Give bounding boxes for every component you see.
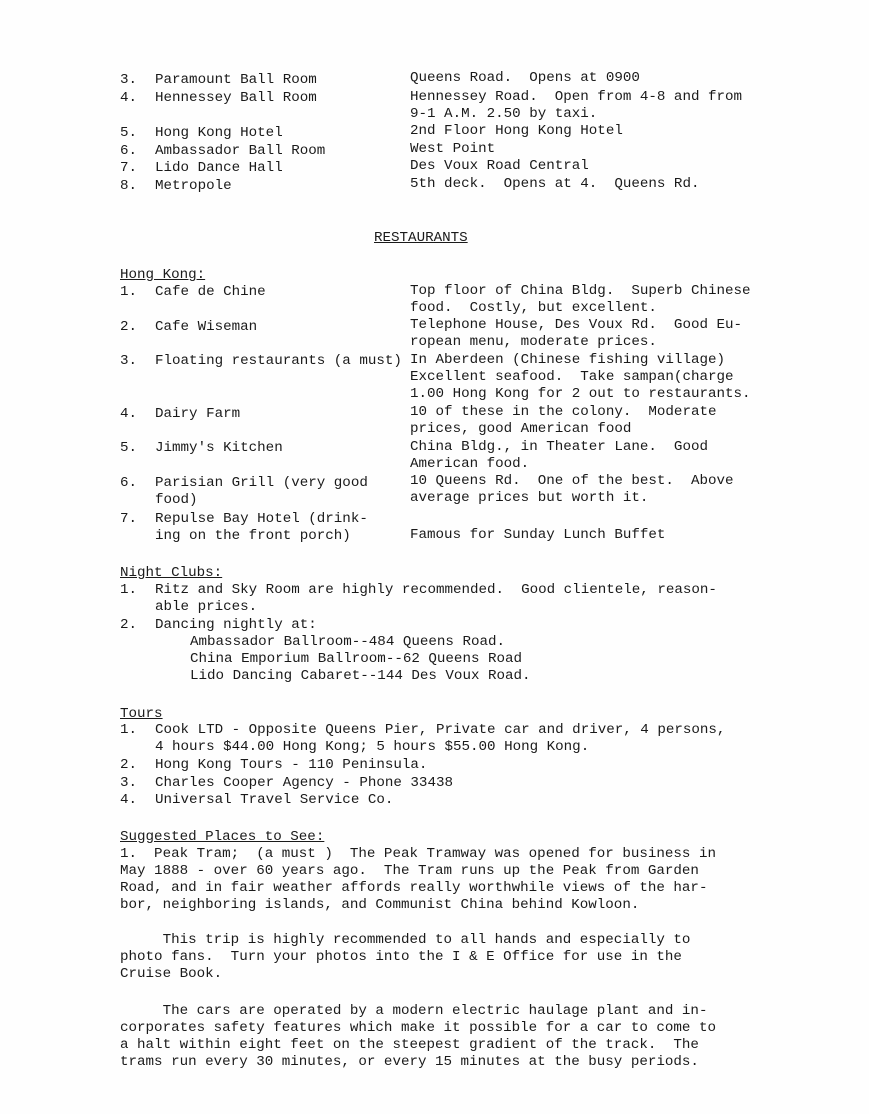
list-item-number: 8. — [120, 178, 138, 194]
list-item-info: Des Voux Road Central — [410, 158, 589, 174]
paragraph-line: photo fans. Turn your photos into the I & E Office for use in the — [120, 949, 682, 965]
dancing-venue: China Emporium Ballroom--62 Queens Road — [190, 651, 523, 667]
paragraph-line: May 1888 - over 60 years ago. The Tram runs up the Peak from Garden — [120, 863, 699, 879]
paragraph-line: This trip is highly recommended to all hands and especially to — [120, 932, 691, 948]
list-item-info: In Aberdeen (Chinese fishing village) — [410, 352, 726, 368]
list-item-number: 6. — [120, 143, 138, 159]
list-item-name: Hennessey Ball Room — [155, 90, 317, 106]
list-item-text: Ritz and Sky Room are highly recommended. Good clientele, reason- — [155, 582, 717, 598]
paragraph-line: The cars are operated by a modern electric haulage plant and in- — [120, 1003, 708, 1019]
list-item-info: China Bldg., in Theater Lane. Good — [410, 439, 708, 455]
list-item-name: Cafe de Chine — [155, 284, 266, 300]
list-item-name: Paramount Ball Room — [155, 72, 317, 88]
list-item-text: Hong Kong Tours - 110 Peninsula. — [155, 757, 428, 773]
list-item-name: Cafe Wiseman — [155, 319, 258, 335]
list-item-name: Parisian Grill (very good — [155, 475, 368, 491]
list-item-text: Dancing nightly at: — [155, 617, 317, 633]
subheading-hong-kong: Hong Kong: — [120, 267, 206, 283]
list-item-number: 6. — [120, 475, 138, 491]
list-item-name: Metropole — [155, 178, 232, 194]
list-item-number: 3. — [120, 775, 138, 791]
list-item-number: 2. — [120, 757, 138, 773]
list-item-name: food) — [155, 492, 198, 508]
list-item-number: 1. — [120, 582, 138, 598]
list-item-number: 3. — [120, 353, 138, 369]
list-item-number: 1. — [120, 284, 138, 300]
list-item-text: able prices. — [155, 599, 258, 615]
list-item-info: Top floor of China Bldg. Superb Chinese — [410, 283, 751, 299]
subheading-tours: Tours — [120, 706, 163, 722]
list-item-number: 5. — [120, 125, 138, 141]
list-item-info: 10 Queens Rd. One of the best. Above — [410, 473, 734, 489]
list-item-info: 1.00 Hong Kong for 2 out to restaurants. — [410, 386, 751, 402]
list-item-name: Jimmy's Kitchen — [155, 440, 283, 456]
list-item-number: 2. — [120, 319, 138, 335]
list-item-name: Ambassador Ball Room — [155, 143, 326, 159]
list-item-info: food. Costly, but excellent. — [410, 300, 657, 316]
subheading-suggested-places: Suggested Places to See: — [120, 829, 325, 845]
paragraph-line: Road, and in fair weather affords really worthwhile views of the har- — [120, 880, 708, 896]
list-item-info: West Point — [410, 141, 496, 157]
paragraph-line: 1. Peak Tram; (a must ) The Peak Tramway was opened for business in — [120, 846, 716, 862]
list-item-info: 2nd Floor Hong Kong Hotel — [410, 123, 623, 139]
section-title-restaurants: RESTAURANTS — [374, 230, 468, 246]
subheading-night-clubs: Night Clubs: — [120, 565, 223, 581]
paragraph-line: corporates safety features which make it possible for a car to come to — [120, 1020, 716, 1036]
list-item-number: 4. — [120, 792, 138, 808]
list-item-number: 5. — [120, 440, 138, 456]
list-item-info: ropean menu, moderate prices. — [410, 334, 657, 350]
list-item-info: Hennessey Road. Open from 4-8 and from — [410, 89, 743, 105]
list-item-number: 3. — [120, 72, 138, 88]
list-item-info: average prices but worth it. — [410, 490, 649, 506]
list-item-name: Floating restaurants (a must) — [155, 353, 402, 369]
list-item-text: Cook LTD - Opposite Queens Pier, Private car and driver, 4 persons, — [155, 722, 726, 738]
list-item-number: 2. — [120, 617, 138, 633]
list-item-number: 1. — [120, 722, 138, 738]
list-item-number: 7. — [120, 160, 138, 176]
list-item-number: 4. — [120, 90, 138, 106]
list-item-info: Famous for Sunday Lunch Buffet — [410, 527, 666, 543]
list-item-name: ing on the front porch) — [155, 528, 351, 544]
list-item-text: Universal Travel Service Co. — [155, 792, 394, 808]
list-item-number: 4. — [120, 406, 138, 422]
list-item-text: 4 hours $44.00 Hong Kong; 5 hours $55.00 Hong Kong. — [155, 739, 590, 755]
list-item-name: Dairy Farm — [155, 406, 241, 422]
list-item-info: American food. — [410, 456, 530, 472]
paragraph-line: bor, neighboring islands, and Communist China behind Kowloon. — [120, 897, 640, 913]
dancing-venue: Lido Dancing Cabaret--144 Des Voux Road. — [190, 668, 531, 684]
paragraph-line: Cruise Book. — [120, 966, 223, 982]
list-item-info: Excellent seafood. Take sampan(charge — [410, 369, 734, 385]
paragraph-line: a halt within eight feet on the steepest gradient of the track. The — [120, 1037, 699, 1053]
list-item-name: Repulse Bay Hotel (drink- — [155, 511, 368, 527]
list-item-name: Hong Kong Hotel — [155, 125, 283, 141]
list-item-number: 7. — [120, 511, 138, 527]
list-item-info: 5th deck. Opens at 4. Queens Rd. — [410, 176, 700, 192]
list-item-info: prices, good American food — [410, 421, 632, 437]
list-item-name: Lido Dance Hall — [155, 160, 283, 176]
list-item-info: Queens Road. Opens at 0900 — [410, 70, 640, 86]
list-item-info: 10 of these in the colony. Moderate — [410, 404, 717, 420]
list-item-info: 9-1 A.M. 2.50 by taxi. — [410, 106, 598, 122]
list-item-text: Charles Cooper Agency - Phone 33438 — [155, 775, 453, 791]
list-item-info: Telephone House, Des Voux Rd. Good Eu- — [410, 317, 743, 333]
paragraph-line: trams run every 30 minutes, or every 15 minutes at the busy periods. — [120, 1054, 699, 1070]
dancing-venue: Ambassador Ballroom--484 Queens Road. — [190, 634, 506, 650]
